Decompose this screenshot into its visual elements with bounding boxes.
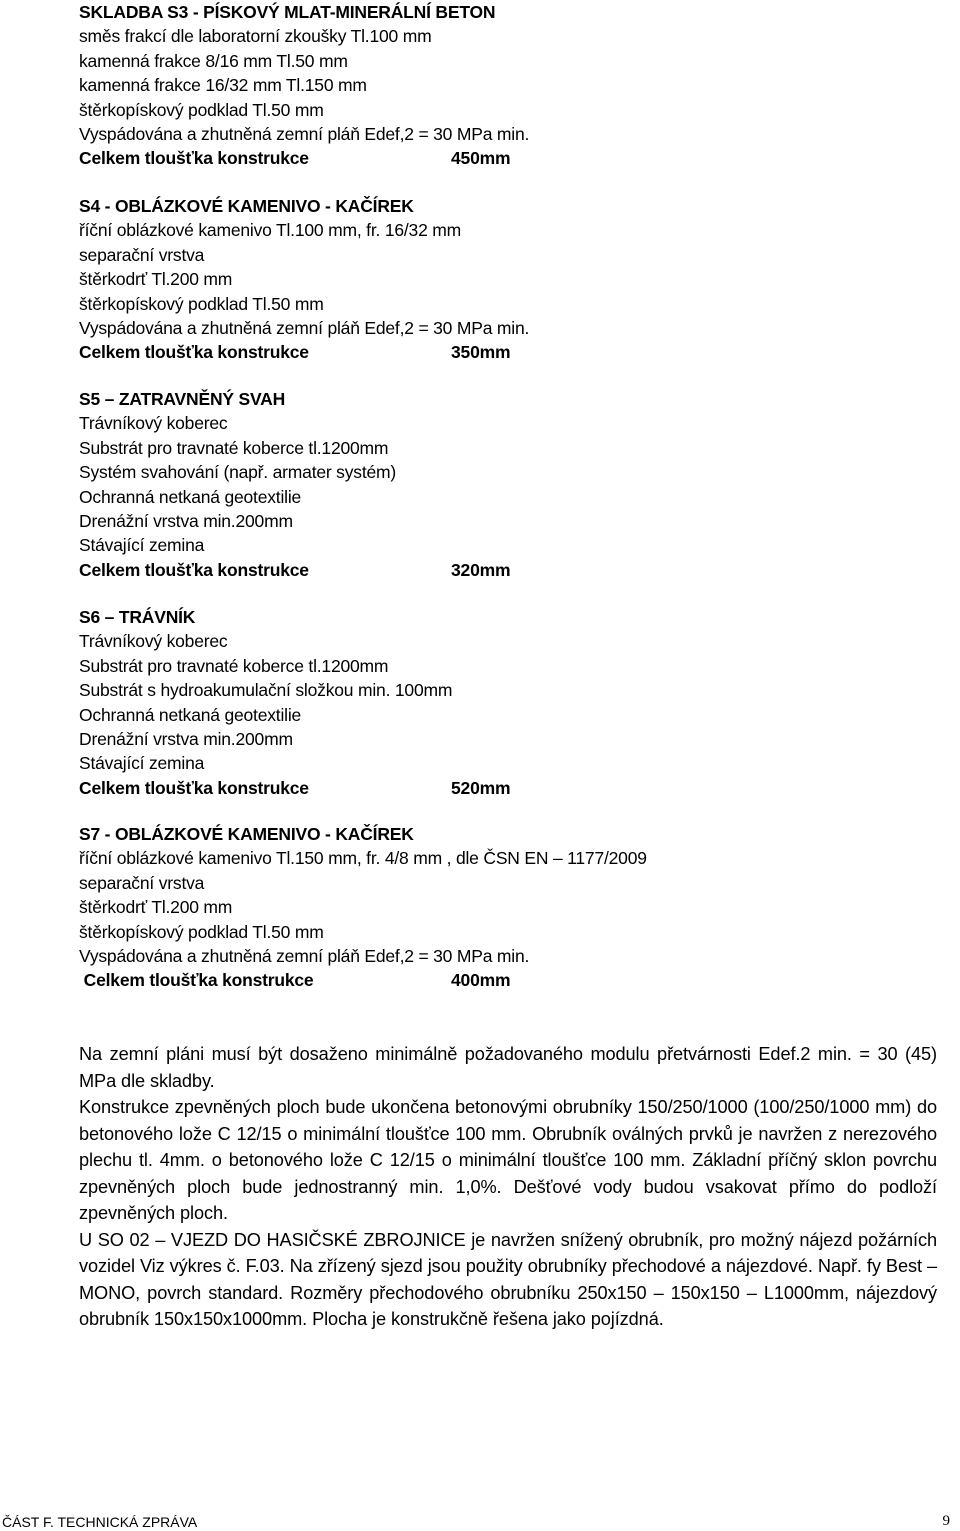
layer-line: Substrát s hydroakumulační složkou min. 100mm [79, 680, 453, 701]
layer-line: separační vrstva [79, 872, 205, 893]
section-s3 [79, 0, 899, 171]
total-row [79, 146, 899, 170]
layer-line: říční oblázkové kamenivo Tl.100 mm, fr. 16/32 mm [79, 220, 462, 241]
total-row [79, 340, 899, 364]
layer-line: kamenná frakce 8/16 mm Tl.50 mm [79, 50, 348, 71]
layer-line: Vyspádována a zhutněná zemní pláň Edef,2 = 30 MPa min. [79, 945, 530, 966]
layer-line: štěrkopískový podklad Tl.50 mm [79, 921, 324, 942]
layer-line: směs frakcí dle laboratorní zkoušky Tl.100 mm [79, 26, 432, 47]
total-label: Celkem tloušťka konstrukce [79, 148, 309, 169]
layer-line: Vyspádována a zhutněná zemní pláň Edef,2 = 30 MPa min. [79, 317, 530, 338]
layer-line: štěrkopískový podklad Tl.50 mm [79, 99, 324, 120]
layer-line: Substrát pro travnaté koberce tl.1200mm [79, 655, 389, 676]
section-title: S5 – ZATRAVNĚNÝ SVAH [79, 389, 286, 409]
section-title: S4 - OBLÁZKOVÉ KAMENIVO - KAČÍREK [79, 196, 414, 216]
total-label: Celkem tloušťka konstrukce [79, 342, 309, 363]
layer-line: Substrát pro travnaté koberce tl.1200mm [79, 437, 389, 458]
layer-line: separační vrstva [79, 244, 205, 265]
section-s5 [79, 387, 899, 582]
layer-line: Drenážní vrstva min.200mm [79, 510, 293, 531]
layer-line: Systém svahování (např. armater systém) [79, 462, 397, 483]
layer-line: štěrkodrť Tl.200 mm [79, 897, 233, 918]
total-value: 400mm [451, 970, 511, 991]
total-label: Celkem tloušťka konstrukce [79, 559, 309, 580]
layer-line: Trávníkový koberec [79, 413, 228, 434]
layer-line: Vyspádována a zhutněná zemní pláň Edef,2 = 30 MPa min. [79, 123, 530, 144]
section-s7 [79, 822, 899, 993]
total-value: 320mm [451, 559, 511, 580]
paragraph: U SO 02 – VJEZD DO HASIČSKÉ ZBROJNICE je navržen snížený obrubník, pro možný nájezd požárních vozidel Viz výkres č. F.03. Na zřízený sjezd jsou použity obrubníky přechodové a nájezdové. Např. fy Best – MONO, povrch standard. Rozměry přechodového obrubníku 250x150 – 150x150 – L1000mm, nájezdový obrubník 150x150x1000mm. Plocha je konstrukčně řešena jako pojízdná. [79, 1229, 937, 1329]
total-label: Celkem tloušťka konstrukce [79, 970, 314, 991]
section-s6 [79, 605, 899, 800]
page-number: 9 [942, 1513, 950, 1529]
layer-line: Trávníkový koberec [79, 631, 228, 652]
section-s4 [79, 194, 899, 365]
layer-line: kamenná frakce 16/32 mm Tl.150 mm [79, 75, 367, 96]
section-title: S6 – TRÁVNÍK [79, 607, 196, 627]
layer-line: štěrkopískový podklad Tl.50 mm [79, 293, 324, 314]
layer-line: štěrkodrť Tl.200 mm [79, 269, 233, 290]
total-label: Celkem tloušťka konstrukce [79, 777, 309, 798]
section-title: S7 - OBLÁZKOVÉ KAMENIVO - KAČÍREK [79, 824, 414, 844]
layer-line: Stávající zemina [79, 535, 205, 556]
body-text [79, 1041, 937, 1333]
footer-section-title: ČÁST F. TECHNICKÁ ZPRÁVA [2, 1514, 198, 1530]
layer-line: Ochranná netkaná geotextilie [79, 486, 302, 507]
layer-line: říční oblázkové kamenivo Tl.150 mm, fr. 4/8 mm , dle ČSN EN – 1177/2009 [79, 848, 647, 869]
total-value: 350mm [451, 342, 511, 363]
layer-line: Stávající zemina [79, 753, 205, 774]
total-row [79, 968, 899, 992]
total-value: 520mm [451, 777, 511, 798]
paragraph: Konstrukce zpevněných ploch bude ukončena betonovými obrubníky 150/250/1000 (100/250/1000 mm) do betonového lože C 12/15 o minimální tloušťce 100 mm. Obrubník oválných prvků je navržen z nerezového plechu tl. 4mm. o betonového lože C 12/15 o minimální tloušťce 100 mm. Základní příčný sklon povrchu zpevněných ploch bude jednostranný min. 1,0%. Dešťové vody budou vsakovat přímo do podloží zpevněných ploch. [79, 1097, 937, 1223]
layer-line: Ochranná netkaná geotextilie [79, 704, 302, 725]
section-title: SKLADBA S3 - PÍSKOVÝ MLAT-MINERÁLNÍ BETON [79, 2, 496, 22]
total-value: 450mm [451, 148, 511, 169]
total-row [79, 776, 899, 800]
paragraph: Na zemní pláni musí být dosaženo minimálně požadovaného modulu přetvárnosti Edef.2 min. = 30 (45) MPa dle skladby. [79, 1044, 937, 1091]
total-row [79, 558, 899, 582]
layer-line: Drenážní vrstva min.200mm [79, 728, 293, 749]
